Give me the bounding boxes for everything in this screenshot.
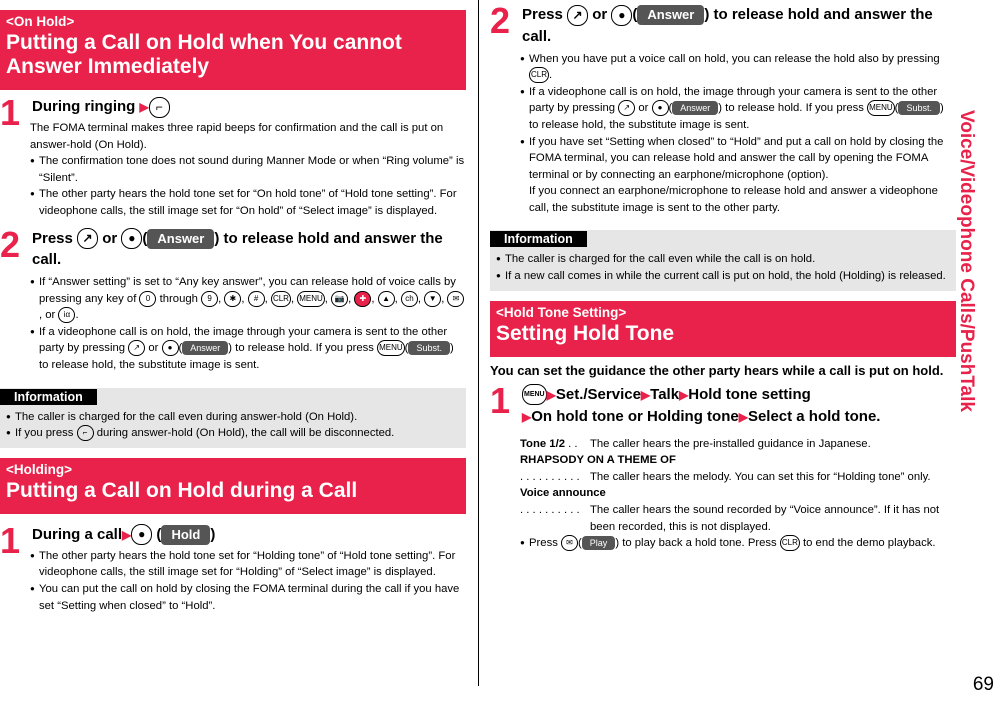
bullet-text: ) to play back a hold tone. Press	[615, 537, 777, 550]
center-key-icon: ●	[652, 100, 669, 116]
step-title-text: Select a hold tone.	[747, 407, 881, 425]
info-bullet: ● If a new call comes in while the current call is put on hold, the hold (Holding) is released.	[496, 268, 950, 285]
arrow-icon: ▶	[738, 409, 748, 424]
step-title: During a call▶ ● ( Hold )	[32, 524, 466, 546]
mail-key-icon: ✉	[447, 291, 464, 307]
bullet: ● If a videophone call is on hold, the image through your camera is sent to the other party by pressing ↗ or ● ( Answer ) to release hold. If you press MENU ( Subst. ) to release hold, the substitute image is sent.	[30, 324, 466, 374]
arrow-icon: ▶	[122, 527, 132, 542]
answer-softkey-icon: Answer	[147, 229, 214, 249]
term-text: RHAPSODY ON A THEME OF	[520, 454, 676, 467]
section-tag: <On Hold>	[6, 14, 75, 29]
send-key-icon: ↗	[618, 100, 635, 116]
left-column	[0, 0, 466, 614]
send-key-icon: ↗	[77, 228, 98, 249]
bullet: ● The confirmation tone does not sound during Manner Mode or when “Ring volume” is “Silent”.	[30, 153, 466, 186]
bullet-continuation: If you connect an earphone/microphone to release hold and answer a videophone call, the substitute image is sent to the other party.	[529, 185, 938, 214]
step-title-text: ) to release hold and answer the call.	[32, 229, 443, 269]
arrow-icon: ▶	[679, 387, 689, 402]
arrow-icon: ▶	[546, 387, 556, 402]
term-dots: . .	[565, 437, 578, 450]
list-desc: The caller hears the sound recorded by “Voice announce”. If it has not been recorded, this is not displayed.	[590, 504, 940, 533]
bullet: ● The other party hears the hold tone set for “On hold tone” of “Hold tone setting”. For videophone calls, the still image set for “On hold” of “Select image” is displayed.	[30, 186, 466, 219]
step-2-release	[0, 223, 466, 271]
subst-softkey-icon: Subst.	[408, 341, 450, 355]
bullet-text: ) to release hold. If you press	[718, 102, 864, 115]
step-title-text: ) to release hold and answer the call.	[522, 6, 933, 45]
bullet: ● The other party hears the hold tone set for “Holding tone” of “Hold tone setting”. For videophone calls, the still image set for “Holding” of “Select image” is displayed.	[30, 548, 466, 581]
menu-key-icon: MENU	[867, 100, 895, 116]
term-text: Tone 1/2	[520, 437, 565, 450]
menu-key-icon: MENU	[377, 340, 405, 356]
step-number: 1	[0, 92, 21, 133]
answer-softkey-icon: Answer	[637, 5, 704, 25]
play-softkey-icon: Play	[582, 536, 616, 550]
bullet-text: or	[638, 102, 649, 115]
bullet: ● If you have set “Setting when closed” to “Hold” and put a call on hold by closing the FOMA terminal, you can release hold and answer the call by opening the FOMA terminal or by connecting an earphone/microphone (option).	[520, 134, 956, 184]
center-key-icon: ●	[131, 524, 152, 545]
list-desc: The caller hears the pre-installed guidance in Japanese.	[590, 437, 871, 450]
information-box	[0, 388, 466, 448]
key-9-icon: 9	[201, 291, 218, 307]
hash-key-icon: #	[248, 291, 265, 307]
step-title-text: or	[592, 6, 608, 23]
step-title	[522, 384, 956, 428]
side-tab	[956, 110, 1004, 412]
side-tab-label: Voice/Videophone Calls/PushTalk	[956, 110, 977, 412]
menu-key-icon: MENU	[297, 291, 325, 307]
step-number: 1	[490, 379, 511, 421]
step-title: Press ↗ or ● ( Answer ) to release hold and answer the call.	[32, 229, 443, 269]
term-dots: . . . . . . . . . .	[520, 470, 580, 483]
step-title-text: Press	[522, 6, 563, 23]
bullet-text: Press	[529, 537, 558, 550]
information-tag: Information	[490, 231, 587, 247]
i-appli-key-icon: iα	[58, 307, 75, 323]
down-key-icon: ▼	[424, 291, 441, 307]
right-column	[490, 0, 956, 552]
list-item	[520, 452, 956, 485]
list-term	[520, 436, 590, 453]
arrow-icon: ▶	[640, 387, 651, 402]
arrow-icon: ▶	[522, 409, 532, 424]
bullet-text: If you press	[15, 427, 74, 440]
step-1-hold-tone	[490, 379, 956, 428]
column-divider	[478, 0, 479, 686]
bullet-text: If a videophone call is on hold, the image through your camera is sent to the other party by pressing	[39, 325, 448, 355]
camera-key-icon: 📷	[331, 291, 348, 307]
ch-key-icon: ch	[401, 291, 418, 307]
star-key-icon: ✱	[224, 291, 241, 307]
center-key-icon: ●	[611, 5, 632, 26]
step-title-text: On hold tone or Holding tone	[531, 407, 739, 425]
step-title-text: Hold tone setting	[688, 385, 811, 403]
bullet: ● Press ✉ ( Play ) to play back a hold tone. Press CLR to end the demo playback.	[520, 535, 956, 552]
bullet-text: through	[159, 292, 198, 305]
key-0-icon: 0	[139, 291, 156, 307]
list-item	[520, 485, 956, 535]
term-dots: . . . . . . . . . .	[520, 504, 580, 517]
arrow-icon: ▶	[139, 100, 149, 114]
section-header-holding	[0, 458, 466, 514]
bullet-text: If “Answer setting” is set to “Any key answer”, you can release hold of voice calls by pressing any key of	[39, 276, 456, 305]
step-title-text: or	[102, 229, 118, 247]
bullet-text: ) to release hold. If you press	[228, 342, 374, 355]
mail-key-icon: ✉	[561, 535, 578, 551]
center-key-icon: ●	[121, 228, 142, 249]
step-title-text: During ringing	[32, 98, 136, 115]
bullet: ● When you have put a voice call on hold, you can release the hold also by pressing CLR .	[520, 51, 956, 84]
step-2-release-answer	[490, 0, 956, 47]
end-key-icon: ⌐	[149, 97, 170, 118]
subst-softkey-icon: Subst.	[898, 101, 940, 115]
clr-key-icon: CLR	[271, 291, 291, 307]
list-item	[520, 436, 956, 453]
up-key-icon: ▲	[378, 291, 395, 307]
bullet-text: , or	[39, 309, 56, 322]
step-number: 2	[0, 223, 21, 265]
information-box	[490, 230, 956, 290]
step-title: Press ↗ or ● ( Answer ) to release hold and answer the call.	[522, 6, 933, 45]
bullet: ● If a videophone call is on hold, the image through your camera is sent to the other party by pressing ↗ or ● ( Answer ) to release hold. If you press MENU ( Subst. ) to release hold, the substitute image is sent.	[520, 84, 956, 134]
bullet-text: If a videophone call is on hold, the image through your camera is sent to the other party by pressing	[529, 85, 938, 115]
answer-softkey-icon: Answer	[182, 341, 228, 355]
step-title-text: Press	[32, 229, 73, 247]
section-title: Putting a Call on Hold when You cannot Answer Immediately	[6, 31, 402, 78]
info-bullet	[6, 425, 460, 442]
section-tag: <Hold Tone Setting>	[496, 304, 627, 320]
step-1-during-call	[0, 519, 466, 561]
info-bullet: ● The caller is charged for the call even while the call is on hold.	[496, 251, 950, 268]
bullet: ● If “Answer setting” is set to “Any key answer”, you can release hold of voice calls by pressing any key of 0 through 9 , ✱ , # , CLR , MENU , 📷 , ✚ , ▲ , ch , ▼ , ✉, or iα .	[30, 274, 466, 324]
info-bullet: ● The caller is charged for the call even during answer-hold (On Hold).	[6, 409, 460, 426]
bullet-text: to end the demo playback.	[803, 537, 936, 550]
term-text: Voice announce	[520, 487, 606, 500]
menu-key-icon: MENU	[522, 384, 547, 405]
clr-key-icon: CLR	[529, 67, 549, 83]
section-title: Setting Hold Tone	[496, 321, 675, 345]
bullet: ● You can put the call on hold by closing the FOMA terminal during the call if you have set “Setting when closed” to “Hold”.	[30, 581, 466, 614]
step-title	[32, 96, 466, 118]
center-key-icon: ●	[162, 340, 179, 356]
bullet-text: ) to release hold, the substitute image is sent.	[39, 342, 454, 372]
section-tag: <Holding>	[6, 461, 73, 477]
nav-key-icon: ✚	[354, 291, 371, 307]
step-title-text: Talk	[650, 385, 680, 403]
send-key-icon: ↗	[567, 5, 588, 26]
step-title-text: During a call	[32, 525, 123, 543]
step-1-ringing	[0, 92, 466, 133]
step-title-text: Set./Service	[555, 385, 641, 403]
send-key-icon: ↗	[128, 340, 145, 356]
page-number: 69	[972, 674, 994, 695]
clr-key-icon: CLR	[780, 535, 800, 551]
section-header-on-hold	[0, 10, 466, 90]
hold-tone-list	[520, 436, 956, 552]
end-key-icon: ⌐	[77, 425, 94, 441]
list-desc: The caller hears the melody. You can set this for “Holding tone” only.	[590, 470, 931, 483]
step-number: 2	[490, 0, 511, 41]
information-tag: Information	[0, 389, 97, 405]
bullet-text: during answer-hold (On Hold), the call will be disconnected.	[96, 427, 395, 440]
bullet-text: ) to release hold, the substitute image is sent.	[529, 102, 944, 131]
section-title: Putting a Call on Hold during a Call	[6, 478, 358, 502]
answer-softkey-icon: Answer	[672, 101, 718, 115]
step-description: The FOMA terminal makes three rapid beeps for confirmation and the call is put on answer-hold (On Hold).	[30, 122, 444, 151]
section-header-hold-tone	[490, 301, 956, 357]
bullet-text: or	[148, 342, 159, 355]
hold-softkey-icon: Hold	[161, 525, 210, 545]
bullet-text: When you have put a voice call on hold, you can release the hold also by pressing	[529, 52, 940, 65]
section-intro: You can set the guidance the other party hears while a call is put on hold.	[490, 362, 944, 378]
step-number: 1	[0, 519, 21, 561]
